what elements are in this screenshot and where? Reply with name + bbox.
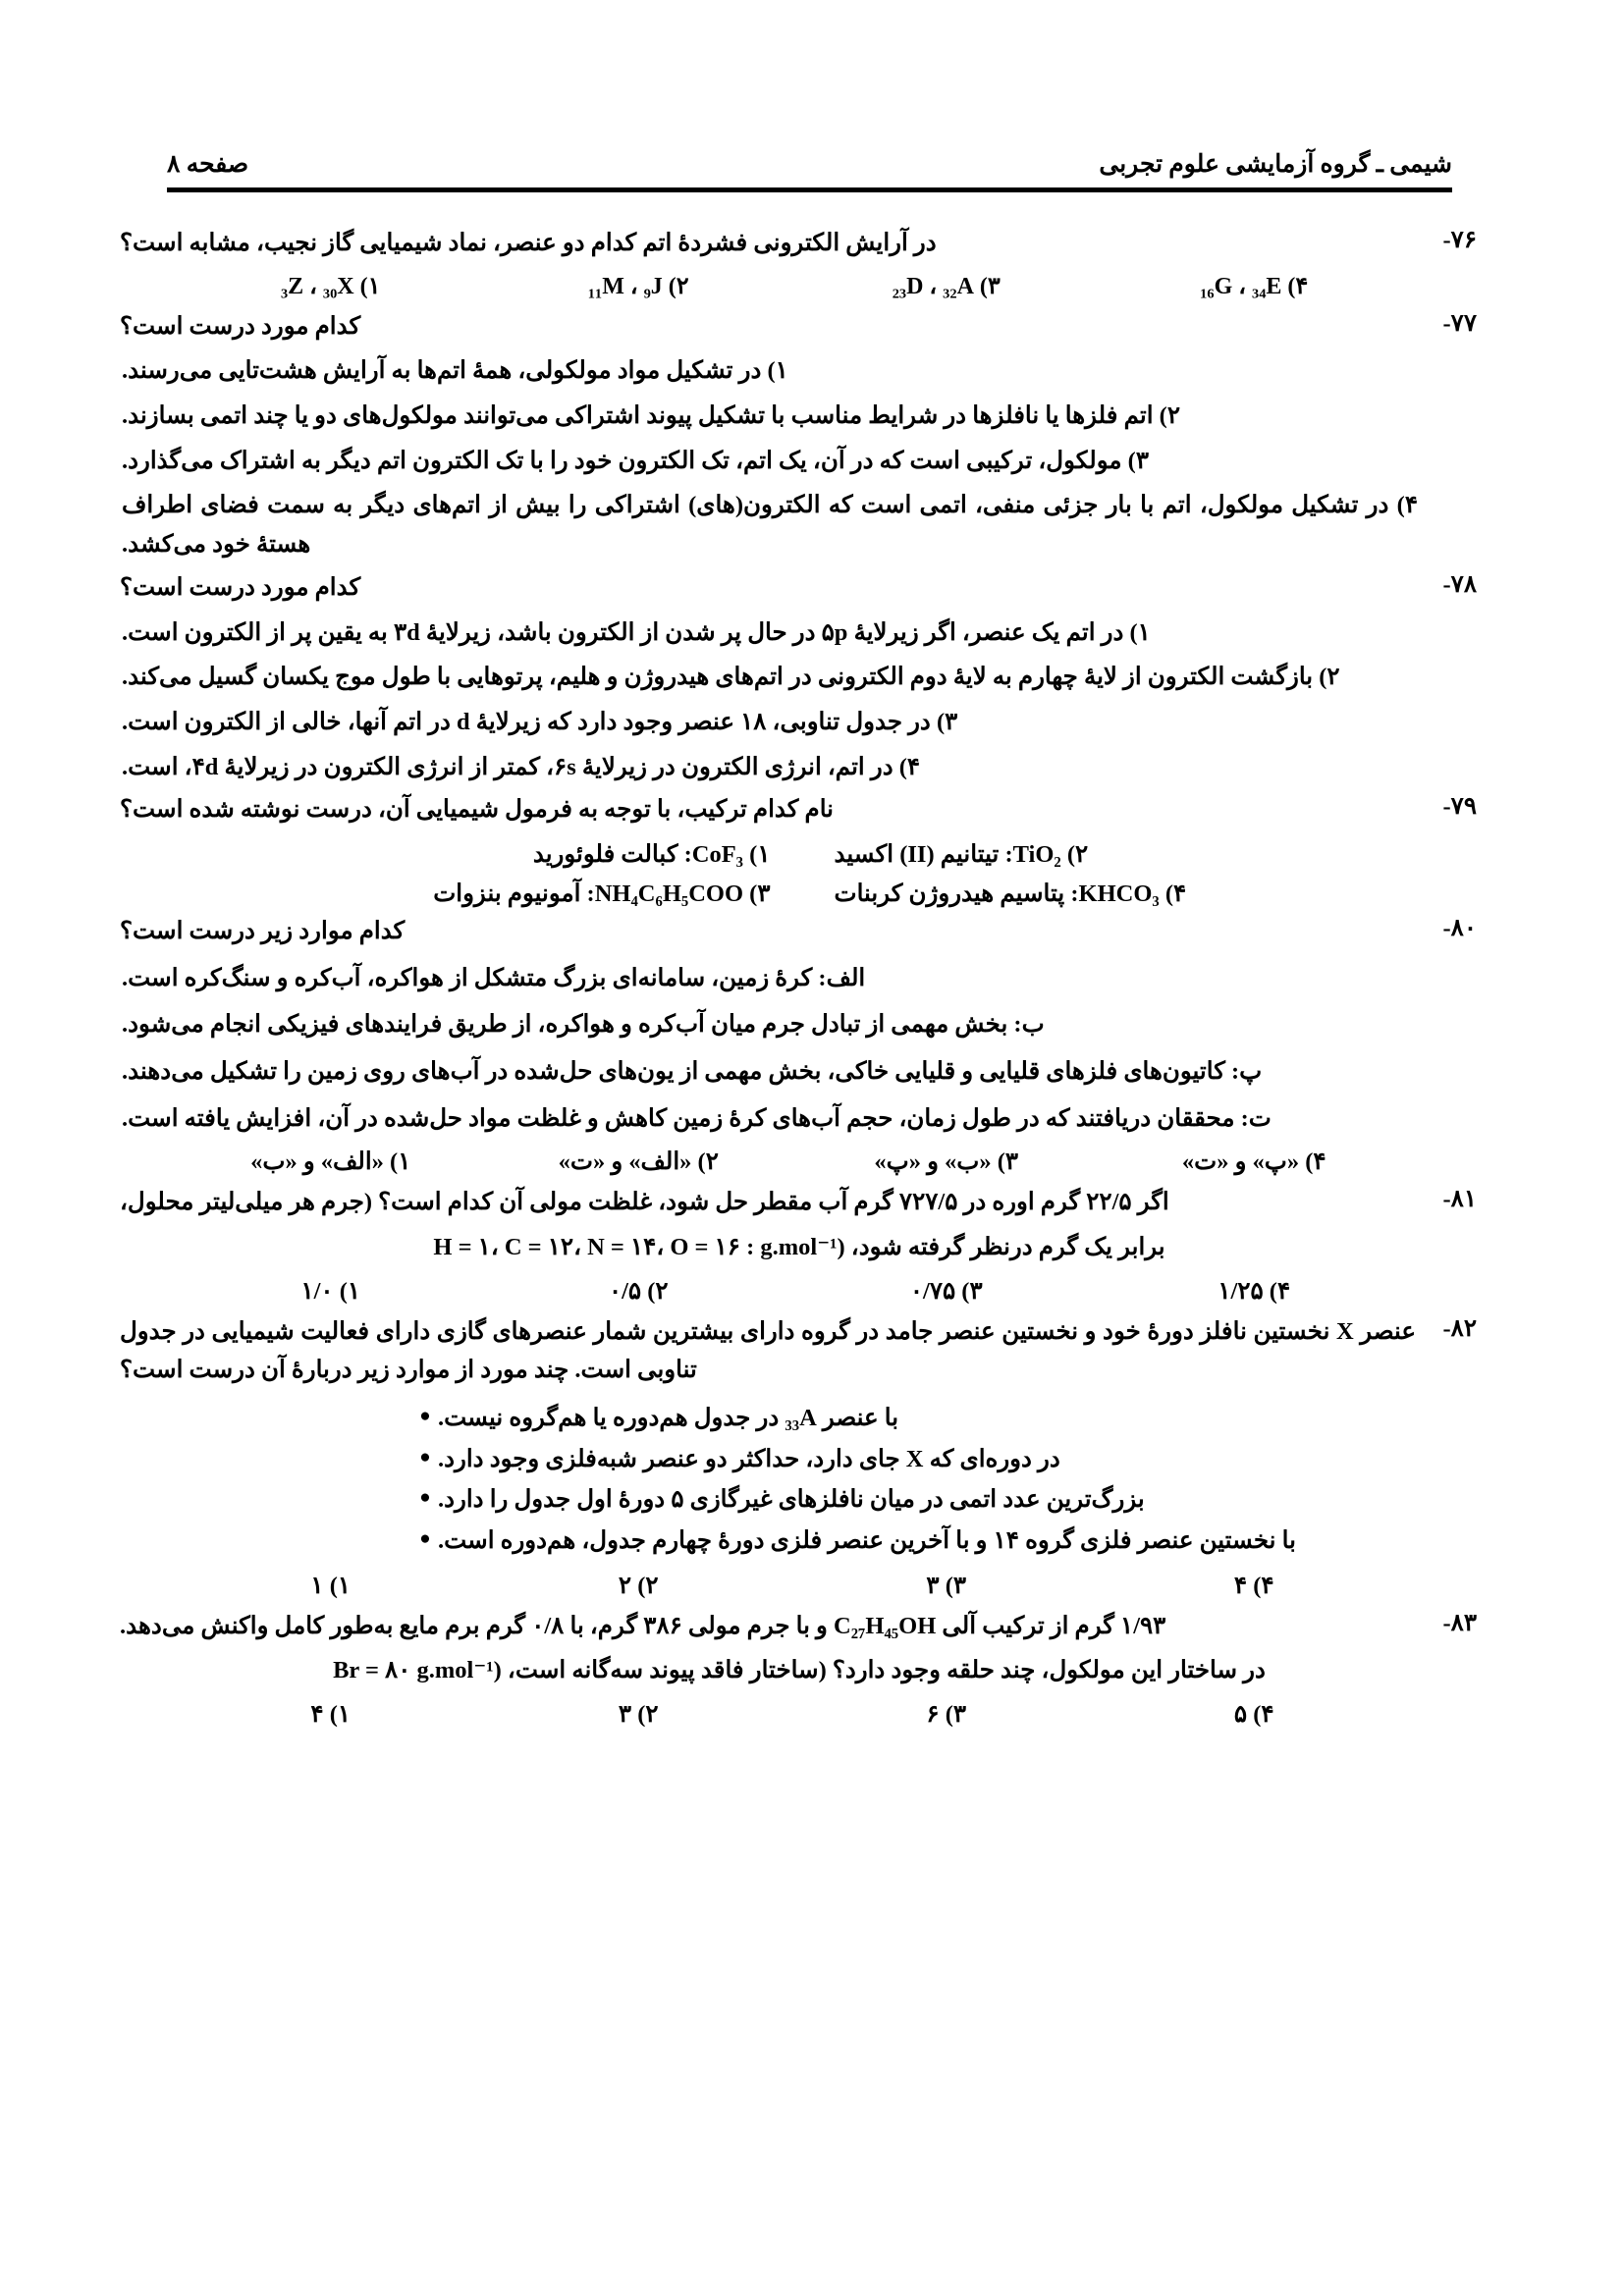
bullet-dot-icon: ● <box>419 1487 431 1509</box>
option-row <box>118 1699 1477 1729</box>
question-stem: عنصر X نخستین نافلز دورهٔ خود و نخستین عنصر جامد در گروه دارای بیشترین شمار عنصرهای گازی دارای فعالیت شیمیایی در جدول تناوبی است. چند مورد از موارد زیر دربارهٔ آن درست است؟ <box>120 1317 1416 1384</box>
option-label: ۳) <box>979 273 1001 299</box>
option-label: ۴) <box>1253 1701 1274 1729</box>
option-label: ۱) <box>329 1572 352 1599</box>
option-1[interactable]: ۱) در اتم یک عنصر، اگر زیرلایهٔ ۵p در حال پر شدن از الکترون باشد، زیرلایهٔ ۳d به یقین پر از الکترون است. <box>122 618 1151 646</box>
question-stem: نام کدام ترکیب، با توجه به فرمول شیمیایی آن، درست نوشته شده است؟ <box>120 796 834 824</box>
option-row <box>118 1276 1477 1306</box>
option-label: ۴) <box>1287 273 1309 299</box>
option-3[interactable]: ۳) مولکول، ترکیبی است که در آن، یک اتم، تک الکترون خود را با تک الکترون اتم دیگر به اشتراک می‌گذارد. <box>122 447 1149 474</box>
option-2[interactable] <box>825 839 1448 869</box>
option-label: ۱) <box>749 840 771 868</box>
option-3[interactable] <box>792 272 1101 300</box>
stem-line-2-math: (Br = ۸۰ g.mol⁻¹ <box>333 1657 502 1684</box>
bullet-text: با نخستین عنصر فلزی گروه ۱۴ و با آخرین عنصر فلزی دورهٔ چهارم جدول، هم‌دوره است. <box>438 1527 1296 1555</box>
option-4[interactable]: ۴) در تشکیل مولکول، اتم با بار جزئی منفی، اتمی است که الکترون(های) اشتراکی را بیش از اتم‌های دیگر به سمت فضای اطراف هستهٔ خود می‌کشد. <box>122 492 1418 559</box>
subject-title: شیمی ـ گروه آزمایشی علوم تجربی <box>1099 151 1452 178</box>
bullet-item <box>118 1521 1477 1562</box>
option-2[interactable] <box>485 272 793 300</box>
option-name: : پتاسیم هیدروژن کربنات <box>834 880 1079 907</box>
option-text: ۱/۲۵ <box>1218 1277 1264 1305</box>
question-78 <box>118 568 1477 786</box>
option-text: ₃Z ، ₃₀X <box>280 273 354 299</box>
header-divider <box>167 187 1452 192</box>
option-label: ۱) <box>390 1148 411 1176</box>
option-2[interactable] <box>485 1147 793 1176</box>
option-1[interactable] <box>177 1276 485 1306</box>
option-text: ۱ <box>310 1572 324 1599</box>
question-list <box>118 224 1477 1735</box>
option-label: ۳) <box>749 880 771 907</box>
stem-line-1: اگر ۲۲/۵ گرم اوره در ۷۲۷/۵ گرم آب مقطر حل شود، غلظت مولی آن کدام است؟ (جرم هر میلی‌لیتر محلول، <box>120 1189 1169 1216</box>
option-text: ۲ <box>618 1572 632 1599</box>
option-3[interactable] <box>157 879 825 908</box>
statement-be: ب: بخش مهمی از تبادل جرم میان آب‌کره و هواکره، از طریق فرایندهای فیزیکی انجام می‌شود. <box>122 1011 1045 1039</box>
question-number: ۸۱- <box>1442 1186 1477 1213</box>
option-4[interactable] <box>1101 1699 1409 1729</box>
option-text: ۱/۰ <box>300 1277 334 1305</box>
question-79 <box>118 790 1477 908</box>
option-text: ۳ <box>926 1572 940 1599</box>
bullet-text: با عنصر ₃₃A در جدول هم‌دوره یا هم‌گروه نیست. <box>438 1405 899 1432</box>
bullet-text: در دوره‌ای که X جای دارد، حداکثر دو عنصر شبه‌فلزی وجود دارد. <box>438 1445 1060 1472</box>
question-number: ۷۶- <box>1442 227 1477 253</box>
option-text: ۴ <box>1233 1572 1248 1599</box>
option-3[interactable] <box>792 1147 1101 1176</box>
option-2[interactable] <box>485 1571 793 1600</box>
option-label: ۲) <box>637 1572 659 1599</box>
option-label: ۲) <box>647 1277 669 1305</box>
option-2[interactable] <box>485 1276 793 1306</box>
option-pair-row <box>118 879 1477 908</box>
question-number: ۸۰- <box>1442 914 1477 941</box>
bullet-dot-icon: ● <box>419 1406 431 1427</box>
option-3[interactable] <box>792 1276 1101 1306</box>
option-label: ۲) <box>637 1701 659 1729</box>
option-label: ۲) <box>697 1148 719 1176</box>
question-number: ۷۸- <box>1442 570 1477 598</box>
option-text: ۰/۵ <box>608 1277 642 1305</box>
option-1[interactable] <box>177 272 485 300</box>
question-81 <box>118 1183 1477 1305</box>
option-label: ۴) <box>1269 1277 1291 1305</box>
option-text: «ب» و «پ» <box>874 1148 992 1176</box>
option-label: ۱) <box>329 1701 352 1729</box>
option-2[interactable]: ۲) بازگشت الکترون از لایهٔ چهارم به لایهٔ دوم الکترونی در اتم‌های هیدروژن و هلیم، پرتوهایی با طول موج یکسان گسیل می‌کند. <box>122 664 1340 691</box>
option-text: ۶ <box>926 1701 940 1729</box>
question-stem <box>118 1607 1416 1646</box>
option-4[interactable] <box>1101 272 1409 300</box>
question-stem: کدام مورد درست است؟ <box>120 573 361 601</box>
stem-line-2-prefix: برابر یک گرم درنظر گرفته شود، <box>844 1234 1165 1261</box>
option-text: ۰/۷۵ <box>909 1277 956 1305</box>
bullet-dot-icon: ● <box>419 1528 431 1550</box>
stem-formula: C₂₇H₄₅OH <box>834 1612 937 1639</box>
question-stem <box>118 1183 1416 1222</box>
option-text: «پ» و «ت» <box>1181 1148 1300 1176</box>
option-label: ۳) <box>945 1572 967 1599</box>
option-label: ۳) <box>961 1277 983 1305</box>
stem-line-2-text: در ساختار این مولکول، چند حلقه وجود دارد؟ (ساختار فاقد پیوند سه‌گانه است، <box>501 1657 1266 1684</box>
option-label: ۳) <box>945 1701 967 1729</box>
bullet-dot-icon: ● <box>419 1446 431 1468</box>
stem-line-2-math: (H = ۱، C = ۱۲، N = ۱۴، O = ۱۶ : g.mol⁻¹ <box>433 1234 845 1261</box>
option-4[interactable] <box>1101 1147 1409 1176</box>
option-text: ۵ <box>1233 1701 1248 1729</box>
bullet-text: بزرگ‌ترین عدد اتمی در میان نافلزهای غیرگازی ۵ دورهٔ اول جدول را دارد. <box>438 1486 1145 1514</box>
question-stem-line-2 <box>118 1228 1477 1267</box>
option-name: : آمونیوم بنزوات <box>433 880 595 907</box>
option-text: ₁₆G ، ₃₄E <box>1200 273 1282 299</box>
option-label: ۴) <box>1253 1572 1274 1599</box>
question-stem-line-2 <box>118 1651 1477 1690</box>
option-text: ₂₃D ، ₃₂A <box>892 273 974 299</box>
option-row <box>118 1571 1477 1600</box>
question-77 <box>118 307 1477 564</box>
option-formula: NH₄C₆H₅COO <box>594 880 744 907</box>
bullet-item <box>118 1398 1477 1439</box>
bullet-item <box>118 1479 1477 1521</box>
question-stem: در آرایش الکترونی فشردهٔ اتم کدام دو عنصر، نماد شیمیایی گاز نجیب، مشابه است؟ <box>120 230 937 256</box>
option-label: ۴) <box>1305 1148 1326 1176</box>
question-76 <box>118 224 1477 300</box>
option-formula: TiO₂ <box>1012 840 1061 868</box>
option-1[interactable] <box>157 839 825 869</box>
statement-alef: الف: کرهٔ زمین، سامانه‌ای بزرگ متشکل از هواکره، آب‌کره و سنگ‌کره است. <box>122 964 866 991</box>
stem-part-b: و با جرم مولی ۳۸۶ گرم، با ۰/۸ گرم برم مایع به‌طور کامل واکنش می‌دهد. <box>120 1612 835 1639</box>
option-row <box>118 272 1477 300</box>
bullet-item <box>118 1439 1477 1480</box>
option-text: ۳ <box>618 1701 632 1729</box>
question-number: ۸۳- <box>1442 1609 1477 1636</box>
option-1[interactable] <box>177 1699 485 1729</box>
option-text: «الف» و «ب» <box>250 1148 384 1176</box>
option-name: : کبالت فلوئورید <box>532 840 692 868</box>
page-header <box>167 137 1452 198</box>
question-number: ۸۲- <box>1442 1314 1477 1342</box>
option-1[interactable] <box>177 1571 485 1600</box>
question-83 <box>118 1607 1477 1729</box>
statement-bullet-list <box>118 1398 1477 1562</box>
question-stem: کدام موارد زیر درست است؟ <box>120 917 406 944</box>
question-82 <box>118 1312 1477 1600</box>
option-text: ۴ <box>310 1701 324 1729</box>
option-2[interactable] <box>485 1699 793 1729</box>
stem-part-a: ۱/۹۳ گرم از ترکیب آلی <box>936 1612 1166 1639</box>
page-number-label: صفحه ۸ <box>167 151 249 178</box>
option-name: : تیتانیم (II) اکسید <box>834 840 1013 868</box>
option-pair-row <box>118 839 1477 869</box>
option-label: ۱) <box>359 273 381 299</box>
option-4[interactable] <box>825 879 1448 908</box>
option-label: ۲) <box>1066 840 1089 868</box>
option-formula: KHCO₃ <box>1078 880 1160 907</box>
question-80 <box>118 912 1477 1176</box>
option-label: ۲) <box>668 273 689 299</box>
option-4[interactable] <box>1101 1276 1409 1306</box>
option-4[interactable] <box>1101 1571 1409 1600</box>
option-formula: CoF₃ <box>691 840 744 868</box>
question-number: ۷۹- <box>1442 793 1477 821</box>
option-label: ۳) <box>997 1148 1019 1176</box>
option-label: ۴) <box>1164 880 1187 907</box>
option-3[interactable] <box>792 1699 1101 1729</box>
statement-pe: پ: کاتیون‌های فلزهای قلیایی و قلیایی خاکی، بخش مهمی از یون‌های حل‌شده در آب‌های روی زمین را تشکیل می‌دهند. <box>122 1058 1263 1085</box>
option-3[interactable] <box>792 1571 1101 1600</box>
option-4[interactable]: ۴) در اتم، انرژی الکترون در زیرلایهٔ ۶s، کمتر از انرژی الکترون در زیرلایهٔ ۴d، است. <box>122 753 921 780</box>
option-text: ₁₁M ، ₉J <box>587 273 663 299</box>
question-number: ۷۷- <box>1442 309 1477 337</box>
option-1[interactable]: ۱) در تشکیل مواد مولکولی، همهٔ اتم‌ها به آرایش هشت‌تایی می‌رسند. <box>122 357 788 385</box>
option-text: «الف» و «ت» <box>558 1148 692 1176</box>
option-label: ۱) <box>339 1277 361 1305</box>
question-stem: کدام مورد درست است؟ <box>120 312 361 340</box>
option-1[interactable] <box>177 1147 485 1176</box>
option-row <box>118 1147 1477 1176</box>
option-3[interactable]: ۳) در جدول تناوبی، ۱۸ عنصر وجود دارد که زیرلایهٔ d در اتم آنها، خالی از الکترون است. <box>122 708 958 735</box>
statement-te: ت: محققان دریافتند که در طول زمان، حجم آب‌های کرهٔ زمین کاهش و غلظت مواد حل‌شده در آن، افزایش یافته است. <box>122 1104 1272 1132</box>
option-2[interactable]: ۲) اتم فلزها یا نافلزها در شرایط مناسب با تشکیل پیوند اشتراکی می‌توانند مولکول‌های دو یا چند اتمی بسازند. <box>122 402 1180 430</box>
